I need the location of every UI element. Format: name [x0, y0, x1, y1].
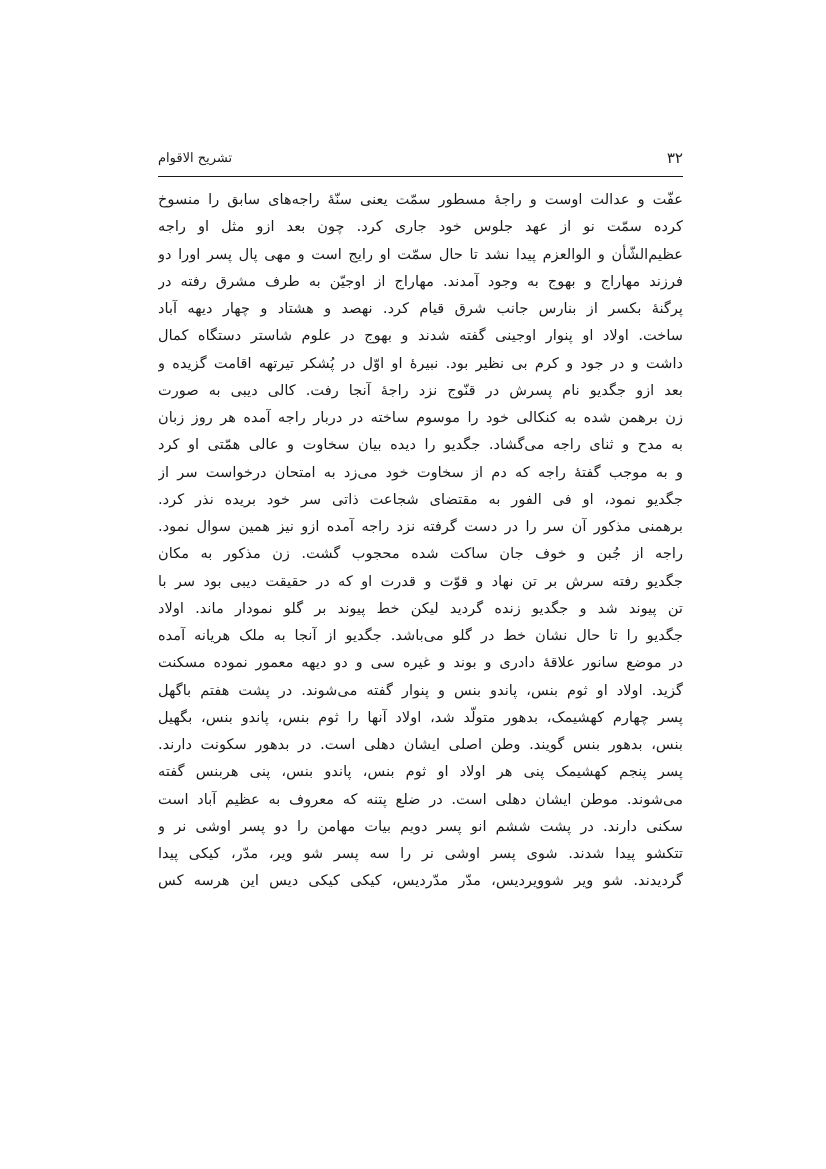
- text-line: فرزند مهاراج و بهوج به وجود آمدند. مهاراج از اوجیّن به طرف مشرق رفته در: [158, 272, 683, 290]
- text-line: داشت و در جود و کرم بی نظیر بود. نبیرهٔ او اوّل در پُشکر تیرتهه اقامت گزیده و: [158, 354, 683, 372]
- text-line: عفّت و عدالت اوست و راجهٔ مسطور سمّت یعنی سنّهٔ راجه‌های سابق را منسوخ: [158, 191, 683, 208]
- text-line: پسر پنجم کهشیمک پنی هر اولاد او ثوم بنس، پاندو بنس، پنی هربنس گفته: [158, 763, 683, 781]
- text-line: می‌شوند. موطن ایشان دهلی است. در ضلع پتنه که معروف به عظیم آباد است: [158, 790, 683, 808]
- text-line: جگدیو رفته سرش بر تن نهاد و قوّت و قدرت او که در حقیقت دیبی بود سر با: [158, 572, 683, 590]
- text-line: پسر چهارم کهشیمک، بدهور متولّد شد، اولاد آنها را ثوم بنس، پاندو بنس، بگهیل: [158, 708, 683, 726]
- text-line: جگدیو نمود، او فی الفور به مقتضای شجاعت ذاتی سر خود بریده نذر کرد.: [158, 490, 683, 508]
- text-line: به مدح و ثنای راجه می‌گشاد. جگدیو را دیده بیان سخاوت و عالی همّتی او کرد: [158, 436, 683, 454]
- text-line: بعد ازو جگدیو نام پسرش در قنّوج نزد راجهٔ آنجا رفت. کالی دیبی به صورت: [158, 381, 683, 399]
- text-line: گردیدند. شو ویر شوویردیس، مدّر مدّردیس، کیکی کیکی دیس این هرسه کس: [158, 872, 683, 890]
- text-line: زن برهمن شده به کنکالی خود را موسوم ساخته در دربار راجه آمده هر روز زبان: [158, 409, 683, 426]
- body-paragraph: [158, 186, 683, 895]
- text-line: ساخت. اولاد او پنوار اوجینی گفته شدند و بهوج در علوم شاستر دستگاه کمال: [158, 327, 683, 345]
- running-title: تشریح الاقوام: [158, 151, 233, 166]
- running-header: [158, 148, 683, 172]
- text-line: کرده سمّت نو از عهد جلوس خود جاری کرد. چون بعد ازو مثل او راجه: [158, 218, 683, 236]
- text-line: جگدیو را تا حال نشان خط در گلو می‌باشد. جگدیو از آنجا به ملک هریانه آمده: [158, 627, 683, 644]
- header-divider: [158, 176, 683, 177]
- text-line: تن پیوند شد و جگدیو زنده گردید لیکن خط پیوند بر گلو نمودار ماند. اولاد: [158, 599, 683, 617]
- text-line: در موضع سانور علاقهٔ دادری و بوند و غیره سی و دو دیهه معمور نموده مسکنت: [158, 654, 683, 672]
- text-line: سکنی دارند. در پشت ششم انو پسر دویم بیات مهامن را دو پسر اوشی نر و: [158, 817, 683, 835]
- text-line: گزید. اولاد او ثوم بنس، پاندو بنس و پنوار گفته می‌شوند. در پشت هفتم باگهل: [158, 681, 683, 699]
- text-line: پرگنهٔ بکسر از بنارس جانب شرق قیام کرد. نهصد و هشتاد و چهار دیهه آباد: [158, 300, 683, 317]
- text-line: برهمنی مذکور آن سر را در دست گرفته نزد راجه آمده ازو نیز همین سوال نمود.: [158, 518, 683, 535]
- page-number: ۳۲: [666, 149, 683, 167]
- text-line: و به موجب گفتهٔ راجه که دم از سخاوت خود می‌زد به امتحان درخواست سر از: [158, 463, 683, 481]
- text-line: بنس، بدهور بنس گویند. وطن اصلی ایشان دهلی است. در بدهور سکونت دارند.: [158, 736, 683, 753]
- text-line: عظیم‌الشّأن و الوالعزم پیدا نشد تا حال سمّت او رایج است و مهی پال پسر اورا دو: [158, 245, 683, 263]
- text-line: راجه از جُبن و خوف جان ساکت شده محجوب گشت. زن مذکور به مکان: [158, 545, 683, 563]
- text-line: تتکشو پیدا شدند. شوی پسر اوشی نر را سه پسر شو ویر، مدّر، کیکی پیدا: [158, 845, 683, 862]
